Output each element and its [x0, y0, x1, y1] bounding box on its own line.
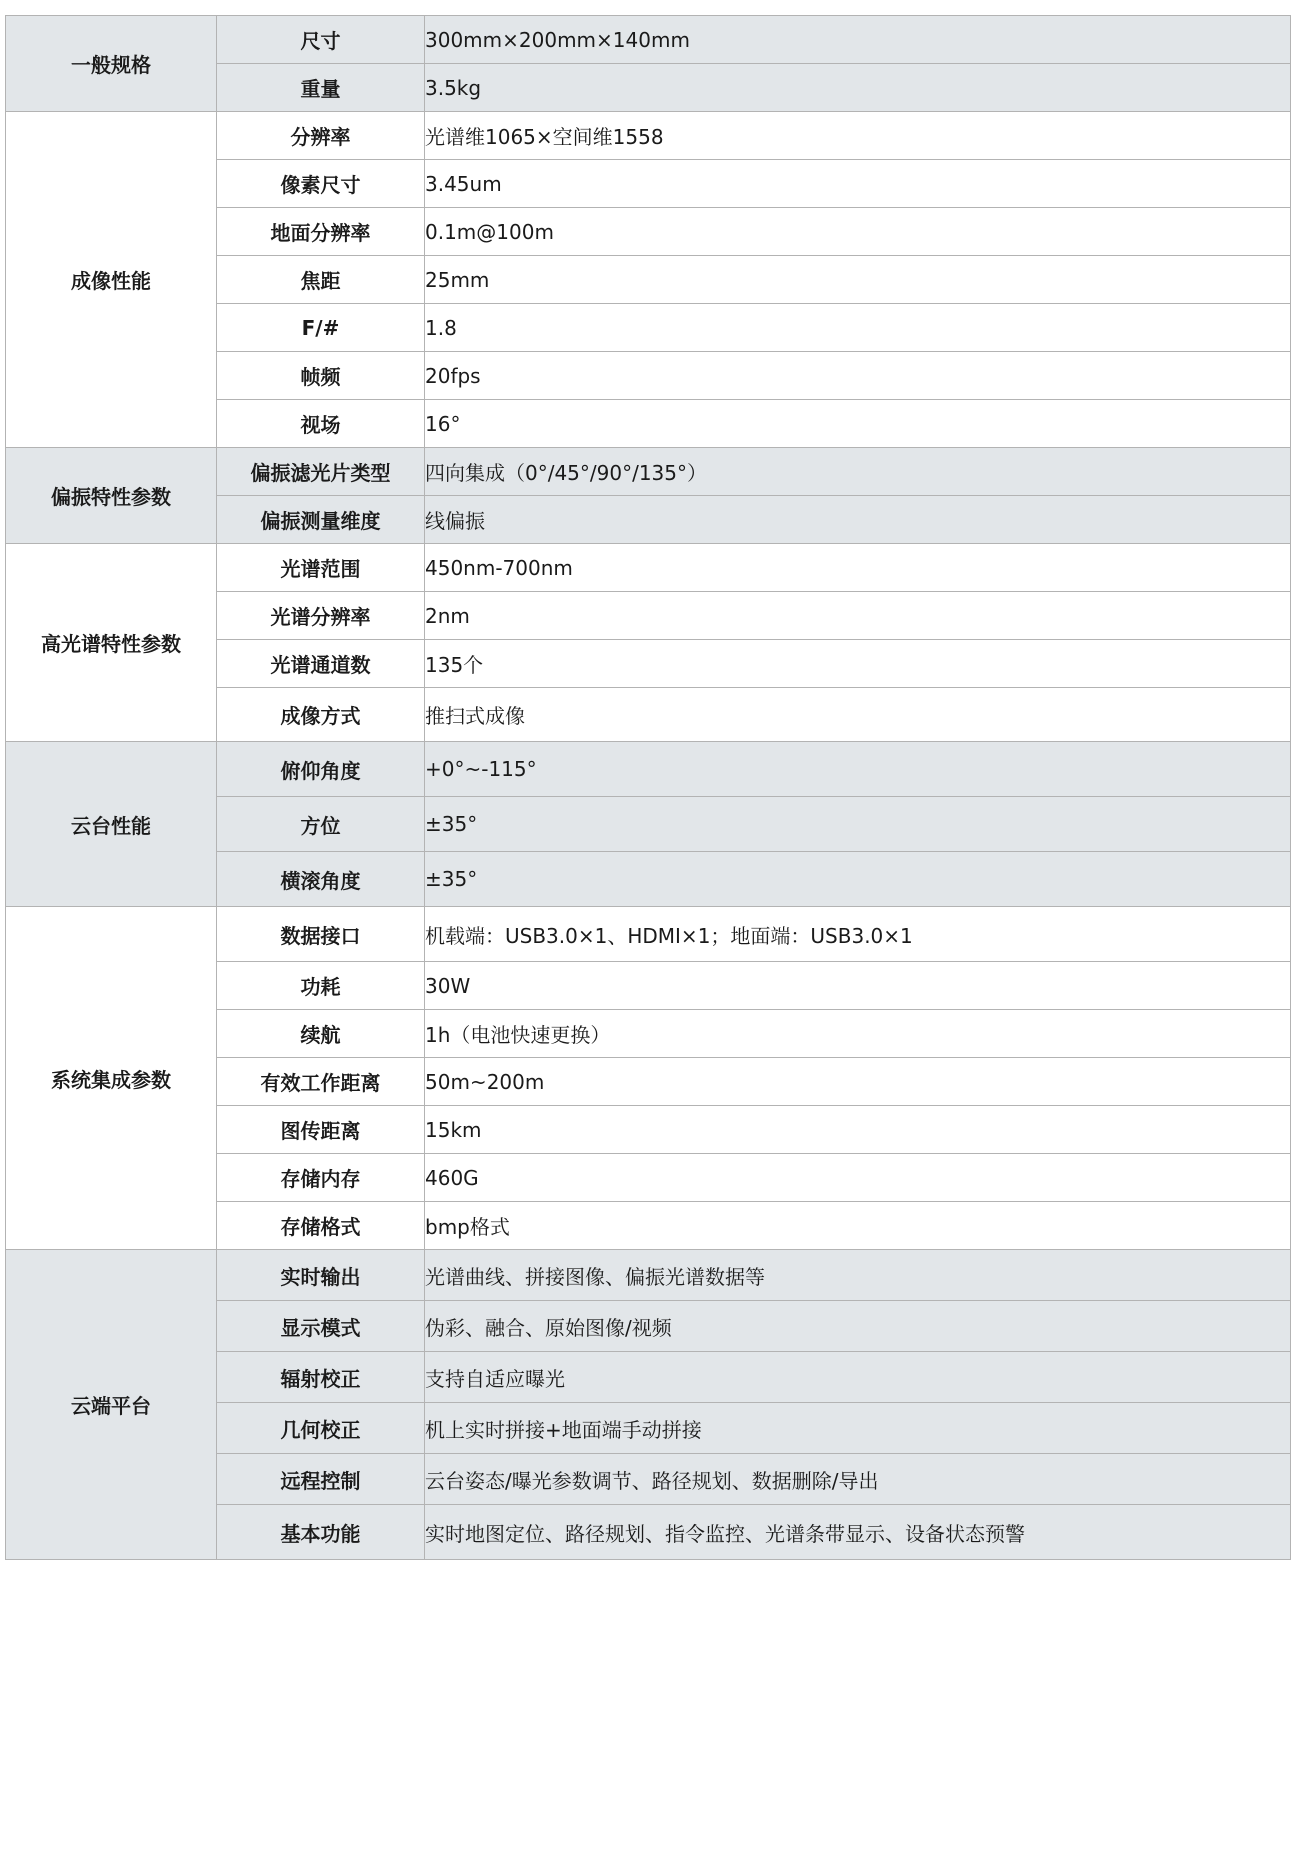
value-cell: 0.1m@100m: [425, 208, 1291, 256]
param-cell: 分辨率: [217, 112, 425, 160]
param-cell: 几何校正: [217, 1403, 425, 1454]
spec-table-body: [6, 16, 1291, 1560]
param-cell: 偏振滤光片类型: [217, 448, 425, 496]
param-cell: 实时输出: [217, 1250, 425, 1301]
value-cell: 25mm: [425, 256, 1291, 304]
param-cell: 尺寸: [217, 16, 425, 64]
value-cell: ±35°: [425, 797, 1291, 852]
param-cell: 地面分辨率: [217, 208, 425, 256]
value-cell: 460G: [425, 1154, 1291, 1202]
param-cell: 光谱分辨率: [217, 592, 425, 640]
value-cell: +0°~-115°: [425, 742, 1291, 797]
param-cell: 俯仰角度: [217, 742, 425, 797]
value-cell: ±35°: [425, 852, 1291, 907]
category-cell: 偏振特性参数: [6, 448, 217, 544]
param-cell: 成像方式: [217, 688, 425, 742]
table-row: [6, 1250, 1291, 1301]
category-cell: 高光谱特性参数: [6, 544, 217, 742]
value-cell: 300mm×200mm×140mm: [425, 16, 1291, 64]
table-row: [6, 16, 1291, 64]
value-cell: 四向集成（0°/45°/90°/135°）: [425, 448, 1291, 496]
value-cell: 机上实时拼接+地面端手动拼接: [425, 1403, 1291, 1454]
param-cell: 远程控制: [217, 1454, 425, 1505]
spec-table: [5, 15, 1291, 1560]
value-cell: 推扫式成像: [425, 688, 1291, 742]
value-cell: 光谱曲线、拼接图像、偏振光谱数据等: [425, 1250, 1291, 1301]
value-cell: 15km: [425, 1106, 1291, 1154]
value-cell: 机载端：USB3.0×1、HDMI×1；地面端：USB3.0×1: [425, 907, 1291, 962]
value-cell: 20fps: [425, 352, 1291, 400]
table-row: [6, 742, 1291, 797]
param-cell: 显示模式: [217, 1301, 425, 1352]
value-cell: 支持自适应曝光: [425, 1352, 1291, 1403]
param-cell: 辐射校正: [217, 1352, 425, 1403]
value-cell: bmp格式: [425, 1202, 1291, 1250]
value-cell: 16°: [425, 400, 1291, 448]
value-cell: 50m~200m: [425, 1058, 1291, 1106]
param-cell: 数据接口: [217, 907, 425, 962]
category-cell: 系统集成参数: [6, 907, 217, 1250]
value-cell: 光谱维1065×空间维1558: [425, 112, 1291, 160]
value-cell: 云台姿态/曝光参数调节、路径规划、数据删除/导出: [425, 1454, 1291, 1505]
value-cell: 1.8: [425, 304, 1291, 352]
param-cell: 光谱范围: [217, 544, 425, 592]
value-cell: 伪彩、融合、原始图像/视频: [425, 1301, 1291, 1352]
param-cell: 基本功能: [217, 1505, 425, 1560]
table-row: [6, 448, 1291, 496]
param-cell: F/#: [217, 304, 425, 352]
category-cell: 成像性能: [6, 112, 217, 448]
param-cell: 焦距: [217, 256, 425, 304]
param-cell: 功耗: [217, 962, 425, 1010]
table-row: [6, 112, 1291, 160]
param-cell: 偏振测量维度: [217, 496, 425, 544]
param-cell: 有效工作距离: [217, 1058, 425, 1106]
param-cell: 视场: [217, 400, 425, 448]
value-cell: 3.5kg: [425, 64, 1291, 112]
category-cell: 云台性能: [6, 742, 217, 907]
param-cell: 帧频: [217, 352, 425, 400]
value-cell: 3.45um: [425, 160, 1291, 208]
param-cell: 存储格式: [217, 1202, 425, 1250]
param-cell: 像素尺寸: [217, 160, 425, 208]
value-cell: 2nm: [425, 592, 1291, 640]
value-cell: 1h（电池快速更换）: [425, 1010, 1291, 1058]
param-cell: 存储内存: [217, 1154, 425, 1202]
table-row: [6, 544, 1291, 592]
param-cell: 续航: [217, 1010, 425, 1058]
value-cell: 135个: [425, 640, 1291, 688]
value-cell: 实时地图定位、路径规划、指令监控、光谱条带显示、设备状态预警: [425, 1505, 1291, 1560]
param-cell: 重量: [217, 64, 425, 112]
param-cell: 方位: [217, 797, 425, 852]
table-row: [6, 907, 1291, 962]
category-cell: 云端平台: [6, 1250, 217, 1560]
category-cell: 一般规格: [6, 16, 217, 112]
param-cell: 图传距离: [217, 1106, 425, 1154]
value-cell: 30W: [425, 962, 1291, 1010]
value-cell: 450nm-700nm: [425, 544, 1291, 592]
param-cell: 横滚角度: [217, 852, 425, 907]
param-cell: 光谱通道数: [217, 640, 425, 688]
value-cell: 线偏振: [425, 496, 1291, 544]
